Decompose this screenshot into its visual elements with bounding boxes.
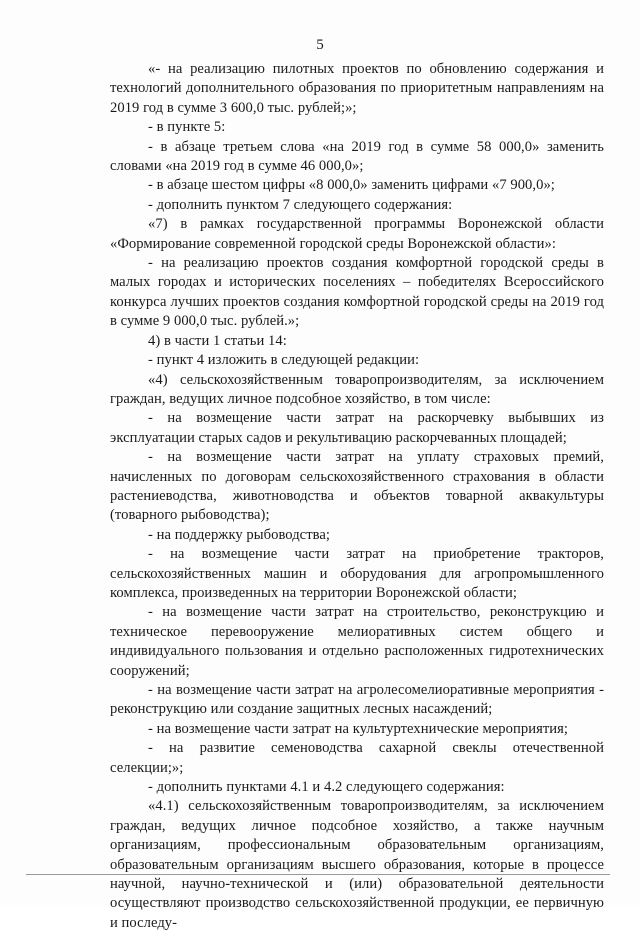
paragraph: «7) в рамках государственной программы Воронежской области «Формирование современной городской среды Воронежской области»:	[110, 216, 604, 252]
paragraph: «4.1) сельскохозяйственным товаропроизводителям, за исключением граждан, ведущих личное подсобное хозяйство, а также научным организациям, профессиональным образовательным организациям, образовательным организациям высшего образования, которые в процессе научной, научно-технической и (или) образовательной деятельности осуществляют производство сельскохозяйственной продукции, ее первичную и последу-	[110, 798, 604, 931]
paragraph: - в пункте 5:	[148, 119, 226, 136]
paragraph: - на возмещение части затрат на культуртехнические мероприятия;	[148, 720, 568, 737]
paragraph: - на поддержку рыбоводства;	[148, 526, 331, 543]
document-body	[110, 60, 604, 933]
paragraph: - на развитие семеноводства сахарной свеклы отечественной селекции;»;	[110, 740, 604, 776]
paragraph: - в абзаце третьем слова «на 2019 год в сумме 58 000,0» заменить словами «на 2019 год в сумме 46 000,0»;	[110, 138, 604, 175]
paragraph: - на возмещение части затрат на раскорчевку выбывших из эксплуатации старых садов и рекультивацию раскорчеванных площадей;	[110, 410, 604, 446]
paragraph: - на возмещение части затрат на агролесомелиоративные мероприятия - реконструкцию или создание защитных лесных насаждений;	[110, 682, 604, 718]
paragraph: - пункт 4 изложить в следующей редакции:	[148, 352, 420, 369]
paragraph: - на реализацию проектов создания комфортной городской среды в малых городах и исторических поселениях – победителях Всероссийского конкурса лучших проектов создания комфортной городской среды на 2019 год в сумме 9 000,0 тыс. рублей.»;	[110, 255, 604, 330]
paragraph: «- на реализацию пилотных проектов по обновлению содержания и технологий дополнительного образования по приоритетным направлениям на 2019 год в сумме 3 600,0 тыс. рублей;»;	[110, 61, 604, 116]
paragraph: «4) сельскохозяйственным товаропроизводителям, за исключением граждан, ведущих личное подсобное хозяйство, в том числе:	[110, 371, 604, 407]
paragraph: - дополнить пунктами 4.1 и 4.2 следующего содержания:	[148, 779, 505, 796]
paragraph: 4) в части 1 статьи 14:	[148, 332, 287, 349]
paragraph: - на возмещение части затрат на уплату страховых премий, начисленных по договорам сельскохозяйственного страхования в области растениеводства, животноводства и объектов товарной аквакультуры (товарного рыбоводства);	[110, 449, 604, 524]
scan-edge-line	[26, 874, 610, 875]
paragraph: - в абзаце шестом цифры «8 000,0» заменить цифрами «7 900,0»;	[148, 177, 555, 194]
paragraph: - на возмещение части затрат на строительство, реконструкцию и техническое перевооружение мелиоративных систем общего и индивидуального пользования и отдельно расположенных гидротехнических сооружений;	[110, 604, 604, 679]
page-number: 5	[316, 37, 324, 53]
paragraph: - дополнить пунктом 7 следующего содержания:	[148, 196, 453, 213]
paragraph: - на возмещение части затрат на приобретение тракторов, сельскохозяйственных машин и оборудования для агропромышленного комплекса, произведенных на территории Воронежской области;	[110, 546, 604, 601]
